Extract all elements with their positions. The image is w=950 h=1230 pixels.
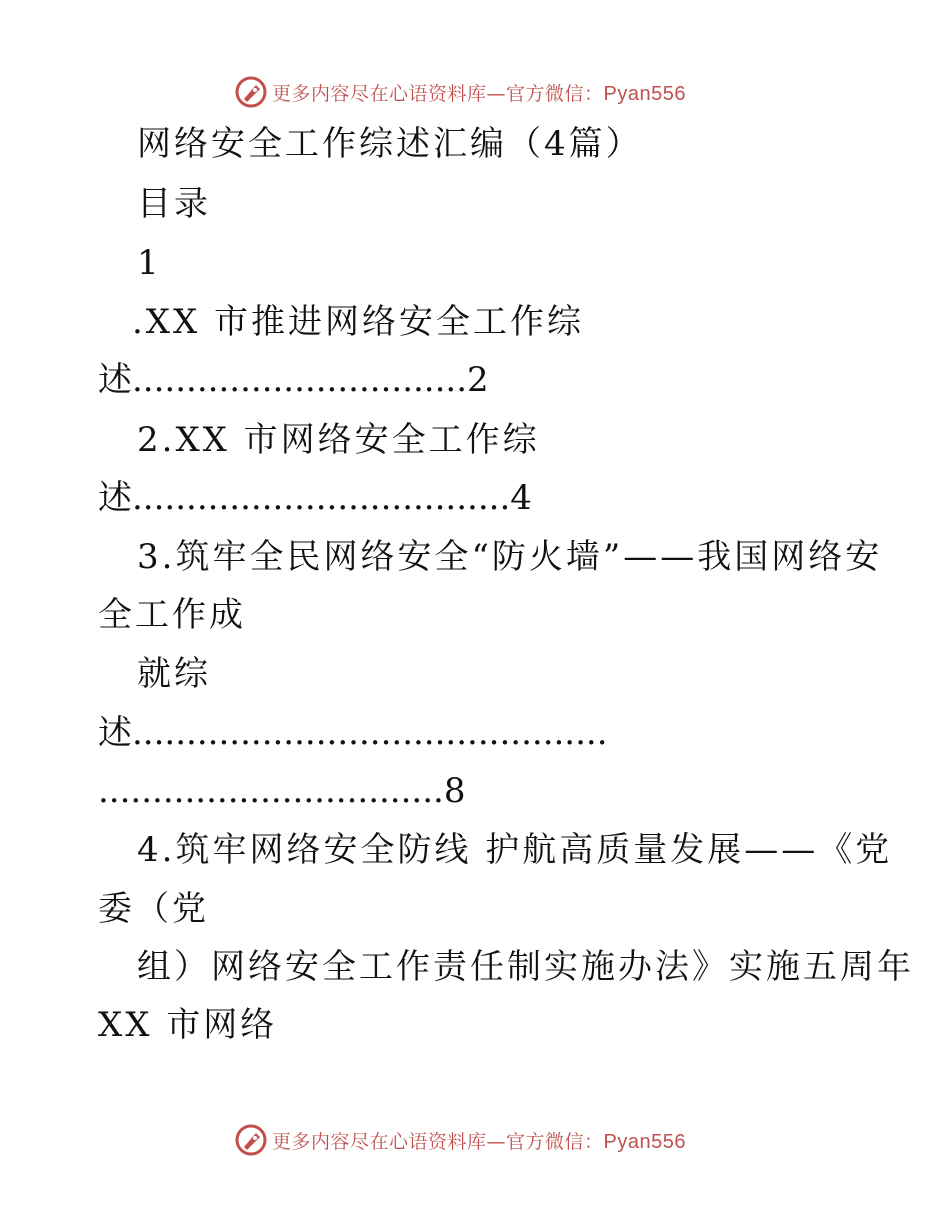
header-watermark — [0, 72, 950, 112]
toc-entry-3-title-cont: 全工作成 — [98, 595, 246, 635]
toc-entry-1-title: .XX 市推进网络安全工作综 — [132, 302, 585, 342]
watermark-text: 更多内容尽在心语资料库—官方微信：Pyan556 — [272, 82, 686, 105]
toc-entry-3-title: 3.筑牢全民网络安全“防火墙”——我国网络安 — [137, 537, 883, 577]
document-title: 网络安全工作综述汇编（4篇） — [137, 124, 643, 164]
toc-entry-4-title-cont: 委（党 — [98, 889, 209, 929]
toc-entry-2-leader: 述...................................4 — [98, 478, 532, 518]
toc-heading: 目录 — [137, 184, 211, 224]
toc-entry-2-title: 2.XX 市网络安全工作综 — [137, 420, 540, 460]
toc-entry-1-leader: 述...............................2 — [98, 360, 489, 400]
toc-line: 1 — [137, 243, 162, 283]
pen-nib-circle-icon — [234, 1123, 268, 1157]
toc-entry-4-title-cont2: 组）网络安全工作责任制实施办法》实施五周年 — [137, 947, 914, 987]
pen-nib-circle-icon — [234, 75, 268, 109]
toc-entry-3-title-cont2: 就综 — [137, 654, 211, 694]
footer-watermark — [0, 1120, 950, 1160]
toc-entry-3-leader: 述............................................ — [98, 713, 608, 753]
toc-entry-4-title-cont3: XX 市网络 — [98, 1005, 278, 1045]
toc-entry-4-title: 4.筑牢网络安全防线 护航高质量发展——《党 — [137, 830, 893, 870]
watermark-text: 更多内容尽在心语资料库—官方微信：Pyan556 — [272, 1130, 686, 1153]
toc-entry-3-leader-cont: ................................8 — [98, 771, 466, 811]
